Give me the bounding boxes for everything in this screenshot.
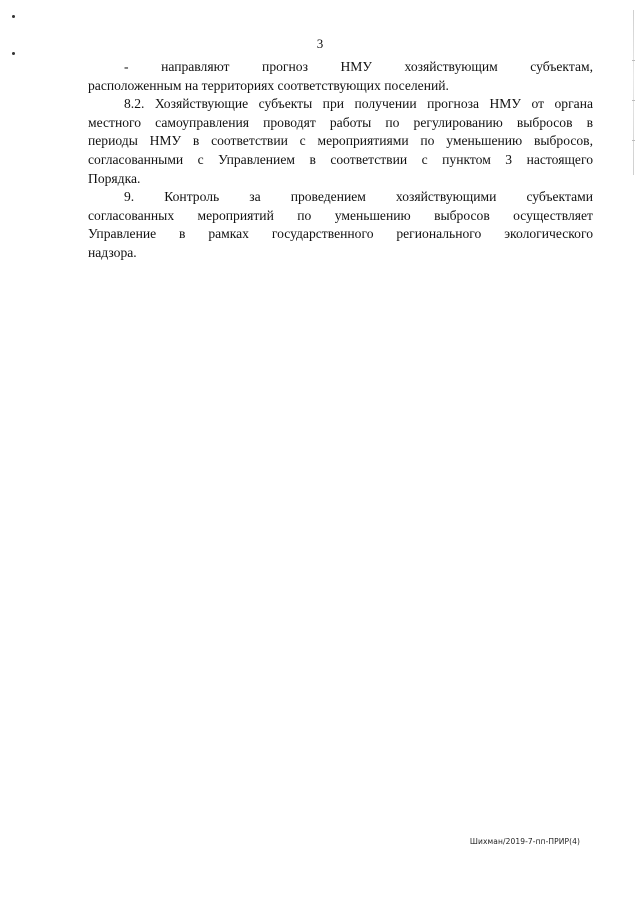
text-line: периоды НМУ в соответствии с мероприятиями по уменьшению выбросов, bbox=[88, 133, 593, 149]
text-line: надзора. bbox=[88, 244, 137, 260]
text-line: Порядка. bbox=[88, 170, 141, 186]
paragraph-9 bbox=[88, 188, 593, 262]
text-line: согласованных мероприятий по уменьшению выбросов осуществляет bbox=[88, 207, 593, 223]
text-line: Управление в рамках государственного регионального экологического bbox=[88, 226, 593, 242]
text-line: согласованными с Управлением в соответствии с пунктом 3 настоящего bbox=[88, 151, 593, 167]
text-line: 8.2. Хозяйствующие субъекты при получении прогноза НМУ от органа bbox=[124, 96, 593, 112]
document-body bbox=[88, 58, 593, 263]
text-line: - направляют прогноз НМУ хозяйствующим субъектам, bbox=[124, 59, 593, 74]
paragraph-list-item bbox=[88, 58, 593, 95]
scan-edge-line bbox=[633, 10, 634, 175]
scan-edge-tick bbox=[632, 140, 635, 141]
paragraph-8-2 bbox=[88, 95, 593, 188]
scan-artifact-dot bbox=[12, 15, 15, 18]
scan-edge-tick bbox=[632, 60, 635, 61]
scan-edge-tick bbox=[632, 100, 635, 101]
text-line: расположенным на территориях соответствующих поселений. bbox=[88, 77, 449, 93]
page-number: 3 bbox=[316, 36, 324, 51]
scan-artifact-dot bbox=[12, 52, 15, 55]
text-line: 9. Контроль за проведением хозяйствующими субъектами bbox=[124, 189, 593, 205]
document-code-footer: Шихман/2019-7-пп-ПРИР(4) bbox=[469, 837, 580, 846]
text-line: местного самоуправления проводят работы по регулированию выбросов в bbox=[88, 114, 593, 130]
